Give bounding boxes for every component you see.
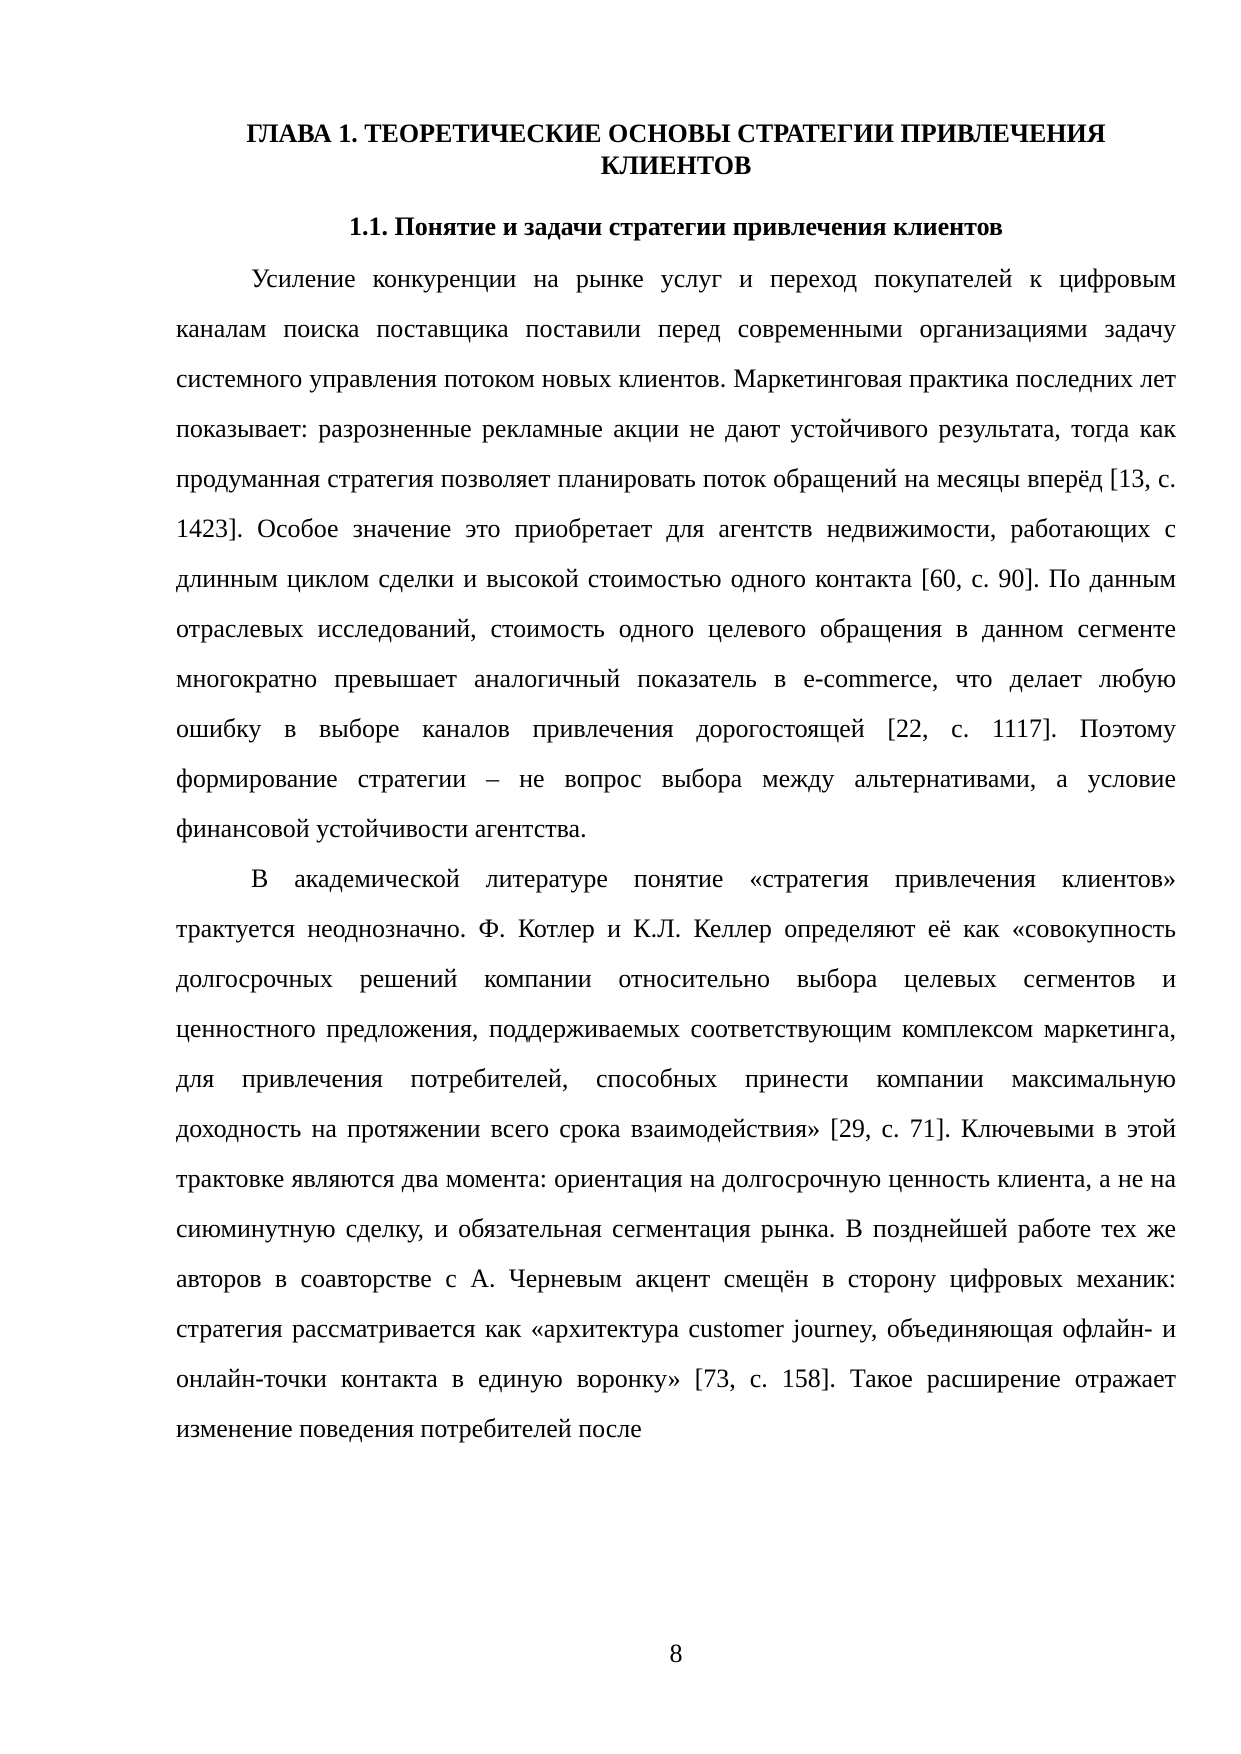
section-title: 1.1. Понятие и задачи стратегии привлечения клиентов <box>349 212 1003 241</box>
body-text <box>176 254 1176 1454</box>
chapter-title: ГЛАВА 1. ТЕОРЕТИЧЕСКИЕ ОСНОВЫ СТРАТЕГИИ ПРИВЛЕЧЕНИЯ КЛИЕНТОВ <box>246 119 1106 180</box>
paragraph: В академической литературе понятие «стратегия привлечения клиентов» трактуется неоднозначно. Ф. Котлер и К.Л. Келлер определяют её как «совокупность долгосрочных решений компании относительно выбора целевых сегментов и ценностного предложения, поддерживаемых соответствующим комплексом маркетинга, для привлечения потребителей, способных принести компании максимальную доходность на протяжении всего срока взаимодействия» [29, с. 71]. Ключевыми в этой трактовке являются два момента: ориентация на долгосрочную ценность клиента, а не на сиюминутную сделку, и обязательная сегментация рынка. В позднейшей работе тех же авторов в соавторстве с А. Черневым акцент смещён в сторону цифровых механик: стратегия рассматривается как «архитектура customer journey, объединяющая офлайн- и онлайн-точки контакта в единую воронку» [73, с. 158]. Такое расширение отражает изменение поведения потребителей после <box>176 864 1176 1443</box>
page-number: 8 <box>669 1639 683 1668</box>
paragraph: Усиление конкуренции на рынке услуг и переход покупателей к цифровым каналам поиска поставщика поставили перед современными организациями задачу системного управления потоком новых клиентов. Маркетинговая практика последних лет показывает: разрозненные рекламные акции не дают устойчивого результата, тогда как продуманная стратегия позволяет планировать поток обращений на месяцы вперёд [13, с. 1423]. Особое значение это приобретает для агентств недвижимости, работающих с длинным циклом сделки и высокой стоимостью одного контакта [60, с. 90]. По данным отраслевых исследований, стоимость одного целевого обращения в данном сегменте многократно превышает аналогичный показатель в e-commerce, что делает любую ошибку в выборе каналов привлечения дорогостоящей [22, с. 1117]. Поэтому формирование стратегии – не вопрос выбора между альтернативами, а условие финансовой устойчивости агентства. <box>176 264 1176 843</box>
